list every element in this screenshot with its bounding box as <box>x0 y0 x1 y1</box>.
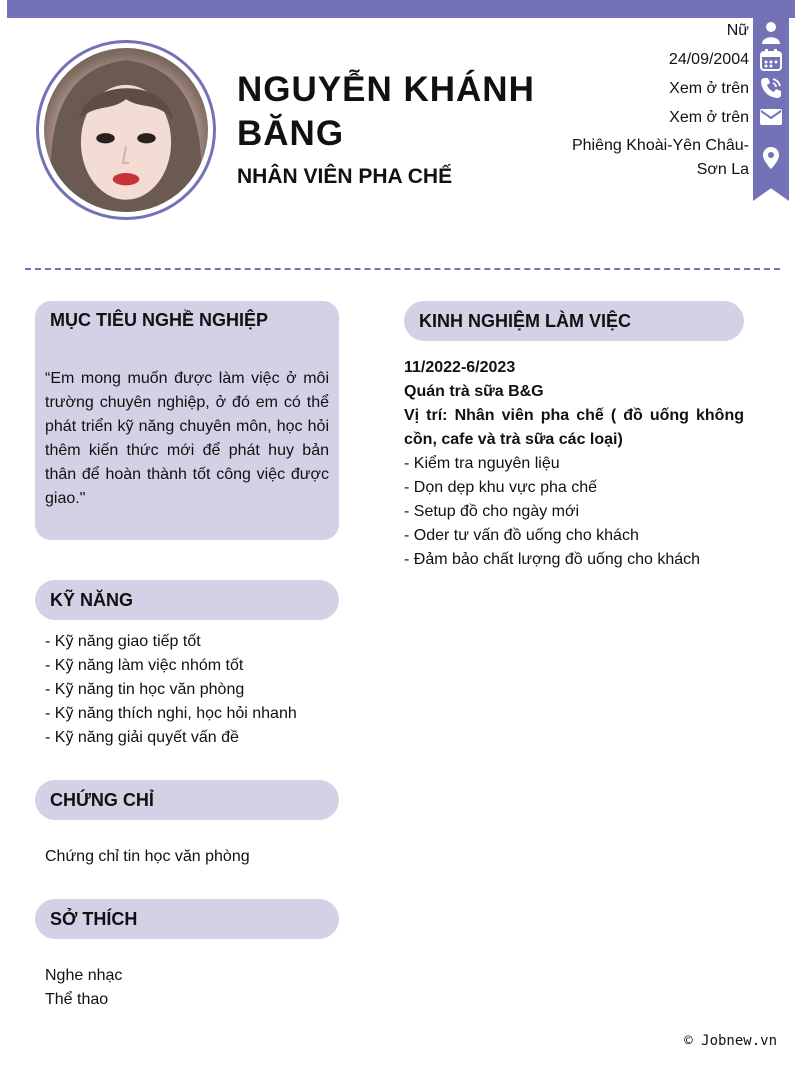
address-value: Phiêng Khoài-Yên Châu-Sơn La <box>571 137 749 178</box>
gender-value: Nữ <box>726 22 749 39</box>
phone-icon <box>759 76 783 100</box>
list-item: - Kỹ năng tin học văn phòng <box>45 681 245 698</box>
list-item: - Kỹ năng giao tiếp tốt <box>45 633 201 650</box>
skills-list <box>45 630 339 750</box>
list-item: - Dọn dẹp khu vực pha chế <box>404 479 598 496</box>
birthday-value: 24/09/2004 <box>668 51 749 68</box>
experience-title: KINH NGHIỆM LÀM VIỆC <box>404 301 744 341</box>
list-item: Thể thao <box>45 991 109 1008</box>
avatar <box>36 40 216 220</box>
objective-text: “Em mong muốn được làm việc ở môi trường chuyên nghiệp, ở đó em có thể phát triển kỹ năng chuyên môn, học hỏi thêm kiến thức mới để phát huy bản thân để hoàn thành tốt công việc được giao." <box>45 370 329 507</box>
mail-icon <box>759 105 783 129</box>
list-item: - Kỹ năng thích nghi, học hỏi nhanh <box>45 705 297 722</box>
calendar-icon <box>759 48 783 72</box>
email-value: Xem ở trên <box>669 109 749 126</box>
experience-period: 11/2022-6/2023 <box>404 359 516 376</box>
list-item: - Kiểm tra nguyên liệu <box>404 455 560 472</box>
list-item: - Setup đồ cho ngày mới <box>404 503 580 520</box>
top-accent-bar <box>7 0 795 18</box>
list-item: - Oder tư vấn đồ uống cho khách <box>404 527 639 544</box>
person-icon <box>759 20 783 44</box>
section-divider <box>25 268 780 270</box>
contact-icon-ribbon <box>753 18 789 201</box>
skills-title: KỸ NĂNG <box>35 580 339 620</box>
list-item: - Kỹ năng làm việc nhóm tốt <box>45 657 244 674</box>
certificates-list <box>45 845 339 869</box>
objective-title: MỤC TIÊU NGHỀ NGHIỆP <box>50 310 269 330</box>
objective-section <box>35 301 339 540</box>
footer-credit: © Jobnew.vn <box>684 1033 777 1049</box>
list-item: - Kỹ năng giải quyết vấn đề <box>45 729 239 746</box>
list-item: Nghe nhạc <box>45 967 123 984</box>
location-pin-icon <box>759 146 783 170</box>
hobbies-title: SỞ THÍCH <box>35 899 339 939</box>
list-item: Chứng chỉ tin học văn phòng <box>45 848 250 865</box>
phone-value: Xem ở trên <box>669 80 749 97</box>
experience-company: Quán trà sữa B&G <box>404 383 544 400</box>
job-title: NHÂN VIÊN PHA CHẾ <box>237 165 453 188</box>
hobbies-list <box>45 964 339 1012</box>
candidate-name: NGUYỄN KHÁNH BĂNG <box>237 70 535 153</box>
certificates-title: CHỨNG CHỈ <box>35 780 339 820</box>
profile-photo <box>44 48 208 212</box>
experience-position: Vị trí: Nhân viên pha chế ( đồ uống không cồn, cafe và trà sữa các loại) <box>404 407 744 448</box>
experience-entry <box>404 356 744 572</box>
list-item: - Đảm bảo chất lượng đồ uống cho khách <box>404 551 701 568</box>
